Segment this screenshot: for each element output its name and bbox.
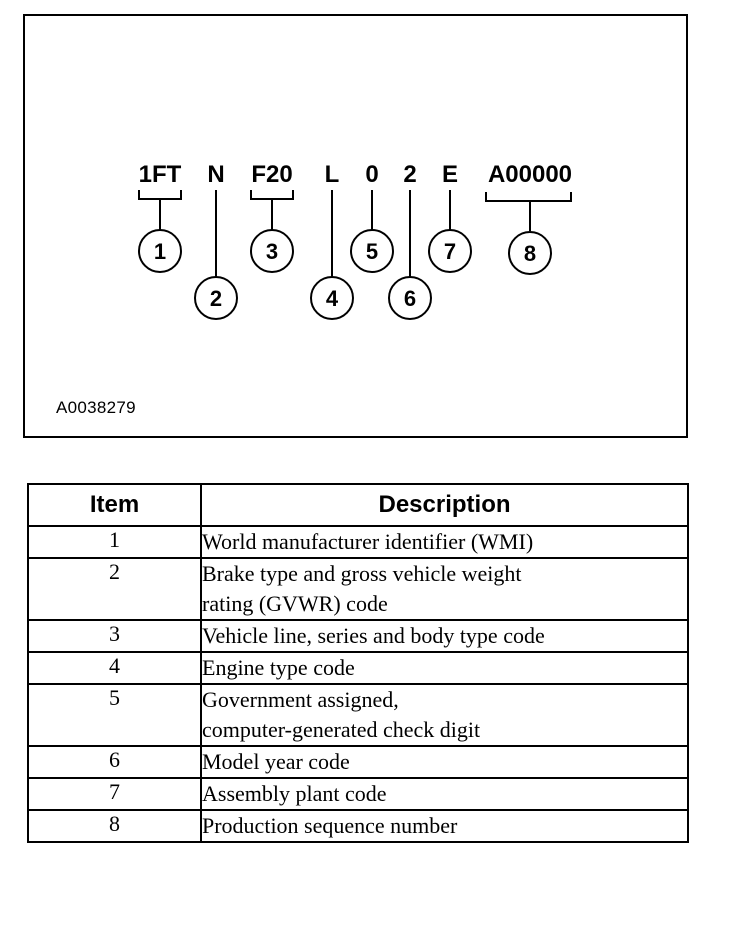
description-line: Vehicle line, series and body type code [202,623,545,648]
callout-label-7: 7 [443,239,457,264]
item-description [201,558,688,620]
vin-diagram [23,14,688,438]
item-number: 1 [28,526,201,558]
description-line: Government assigned, [202,687,399,712]
vin-items-table [27,483,689,843]
item-description [201,778,688,810]
callout-label-8: 8 [523,241,537,266]
callout-label-2: 2 [209,286,223,311]
vin-segment-brake-gvwr: N [207,161,225,188]
vin-segment-vehicle-line: F20 [251,161,293,188]
vin-segment-wmi: 1FT [138,161,182,188]
table-row [28,778,688,810]
table-row [28,652,688,684]
item-number: 3 [28,620,201,652]
leader-lines [139,190,571,279]
item-number: 5 [28,684,201,746]
vin-diagram-graphic [25,16,686,436]
item-number: 7 [28,778,201,810]
callout-circles [139,230,551,319]
table-row [28,810,688,842]
callout-label-5: 5 [365,239,379,264]
bracket-sequence [486,192,571,201]
description-line: Assembly plant code [202,781,387,806]
description-line: Model year code [202,749,350,774]
vin-segment-plant: E [441,161,459,188]
table-row [28,684,688,746]
item-description [201,684,688,746]
item-description [201,810,688,842]
item-description [201,652,688,684]
table-row [28,558,688,620]
description-line: Production sequence number [202,813,458,838]
vin-segment-check-digit: 0 [365,161,379,188]
figure-id: A0038279 [56,398,136,417]
description-line: rating (GVWR) code [202,591,388,616]
item-number: 4 [28,652,201,684]
table-row [28,620,688,652]
vin-segment-model-year: 2 [403,161,417,188]
description-line: computer-generated check digit [202,717,481,742]
description-line: Brake type and gross vehicle weight [202,561,522,586]
callout-label-3: 3 [265,239,279,264]
callout-label-6: 6 [403,286,417,311]
item-description [201,620,688,652]
item-number: 6 [28,746,201,778]
item-number: 2 [28,558,201,620]
item-description [201,526,688,558]
callout-label-1: 1 [153,239,167,264]
table-row [28,526,688,558]
item-number: 8 [28,810,201,842]
header-description: Description [201,484,688,526]
callout-label-4: 4 [325,286,339,311]
vin-segment-sequence: A00000 [487,161,573,188]
vin-segment-engine: L [324,161,340,188]
bracket-wmi [139,190,181,199]
item-description [201,746,688,778]
table-header-row [28,484,688,526]
table-row [28,746,688,778]
description-line: Engine type code [202,655,355,680]
header-item: Item [28,484,201,526]
bracket-vehicle-line [251,190,293,199]
description-line: World manufacturer identifier (WMI) [202,529,534,554]
